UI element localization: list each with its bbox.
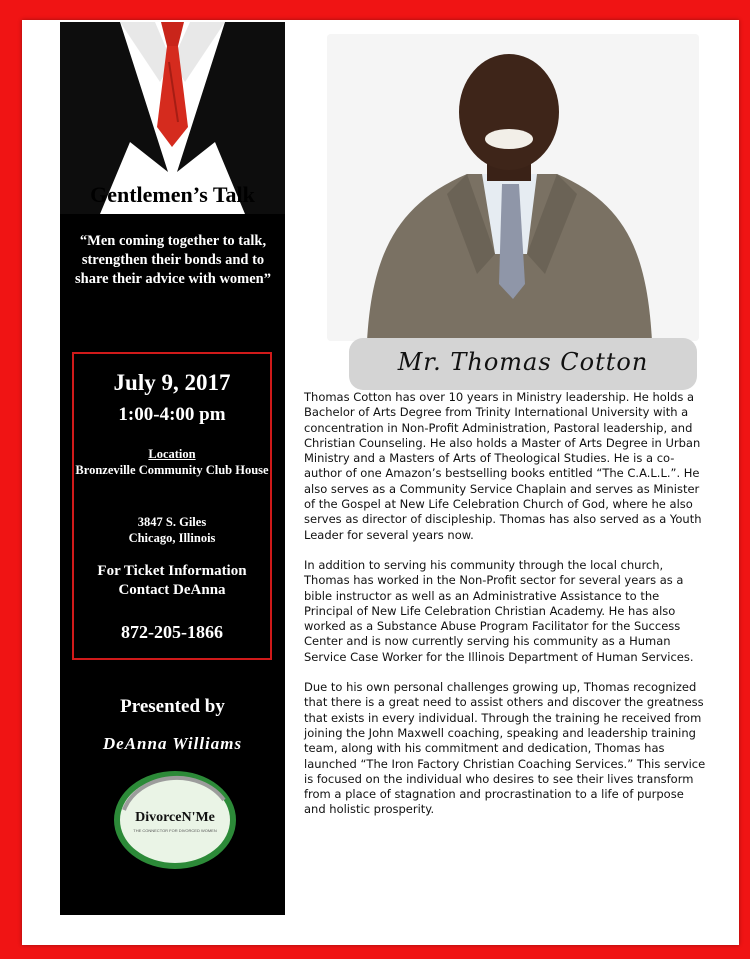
speaker-photo xyxy=(327,34,699,341)
divorcenme-logo xyxy=(114,770,236,870)
bio-paragraph-1: Thomas Cotton has over 10 years in Ministry leadership. He holds a Bachelor of Arts Degree from Trinity International University with a concentration in Non-Profit Administration, Pastoral leadership, and Christian Counseling. He also holds a Master of Arts Degree in Urban Ministry and a Masters of Arts of Theological Studies. He is a co-author of one Amazon’s bestselling books entitled “The C.A.L.L.”. He also serves as a Community Service Chaplain and serves as Minister of the Gospel at New Life Celebration Church of God, where he also serves as director of discipleship. Thomas has also served as a Youth Leader for several years now. xyxy=(304,390,702,542)
logo-wordmark: DivorceN'Me xyxy=(135,810,215,825)
venue-name: Bronzeville Community Club House xyxy=(75,463,269,477)
bio-paragraph-2: In addition to serving his community through the local church, Thomas has worked in the Non-Profit sector for several years as a bible instructor as well as an Administrative Assistance to the Principal of New Life Celebration Christian Academy. He has also worked as a Substance Abuse Program Facilitator for the Success Center and is now currently serving his community as a Human Service Case Worker for the Illinois Department of Human Services. xyxy=(304,557,694,664)
speaker-nameplate xyxy=(349,338,697,390)
presented-by-label: Presented by xyxy=(120,696,225,717)
location-block xyxy=(74,446,270,478)
event-date: July 9, 2017 xyxy=(113,370,231,395)
speaker-bio xyxy=(304,390,709,833)
address-line-1: 3847 S. Giles xyxy=(137,515,207,529)
event-title: Gentlemen’s Talk xyxy=(90,182,255,207)
logo-subtext: THE CONNECTOR FOR DIVORCED WOMEN xyxy=(133,828,217,833)
bio-paragraph-3: Due to his own personal challenges growing up, Thomas recognized that there is a great need to assist others and discover the greatness that exists in every individual. Through the training he received from joining the John Maxwell coaching, speaking and leadership training team, along with his commitment and dedication, Thomas has launched “The Iron Factory Christian Coaching Services.” This service is focused on the individual who desires to see their lives transform from a place of stagnation and procrastination to a life of purpose and holistic prosperity. xyxy=(304,680,706,817)
location-label: Location xyxy=(148,447,196,461)
speaker-name: Mr. Thomas Cotton xyxy=(397,348,649,376)
address-block xyxy=(74,514,270,546)
ticket-info: For Ticket Information Contact DeAnna xyxy=(97,563,247,598)
address-line-2: Chicago, Illinois xyxy=(128,531,216,545)
event-tagline: “Men coming together to talk, strengthen their bonds and to share their advice with women” xyxy=(74,233,271,287)
phone-number: 872-205-1866 xyxy=(121,622,223,642)
flyer-page xyxy=(22,20,739,945)
event-info-panel xyxy=(60,22,285,915)
presenter-name: DeAnna Williams xyxy=(102,734,243,753)
event-time: 1:00-4:00 pm xyxy=(118,404,226,425)
event-details-box xyxy=(72,352,272,660)
